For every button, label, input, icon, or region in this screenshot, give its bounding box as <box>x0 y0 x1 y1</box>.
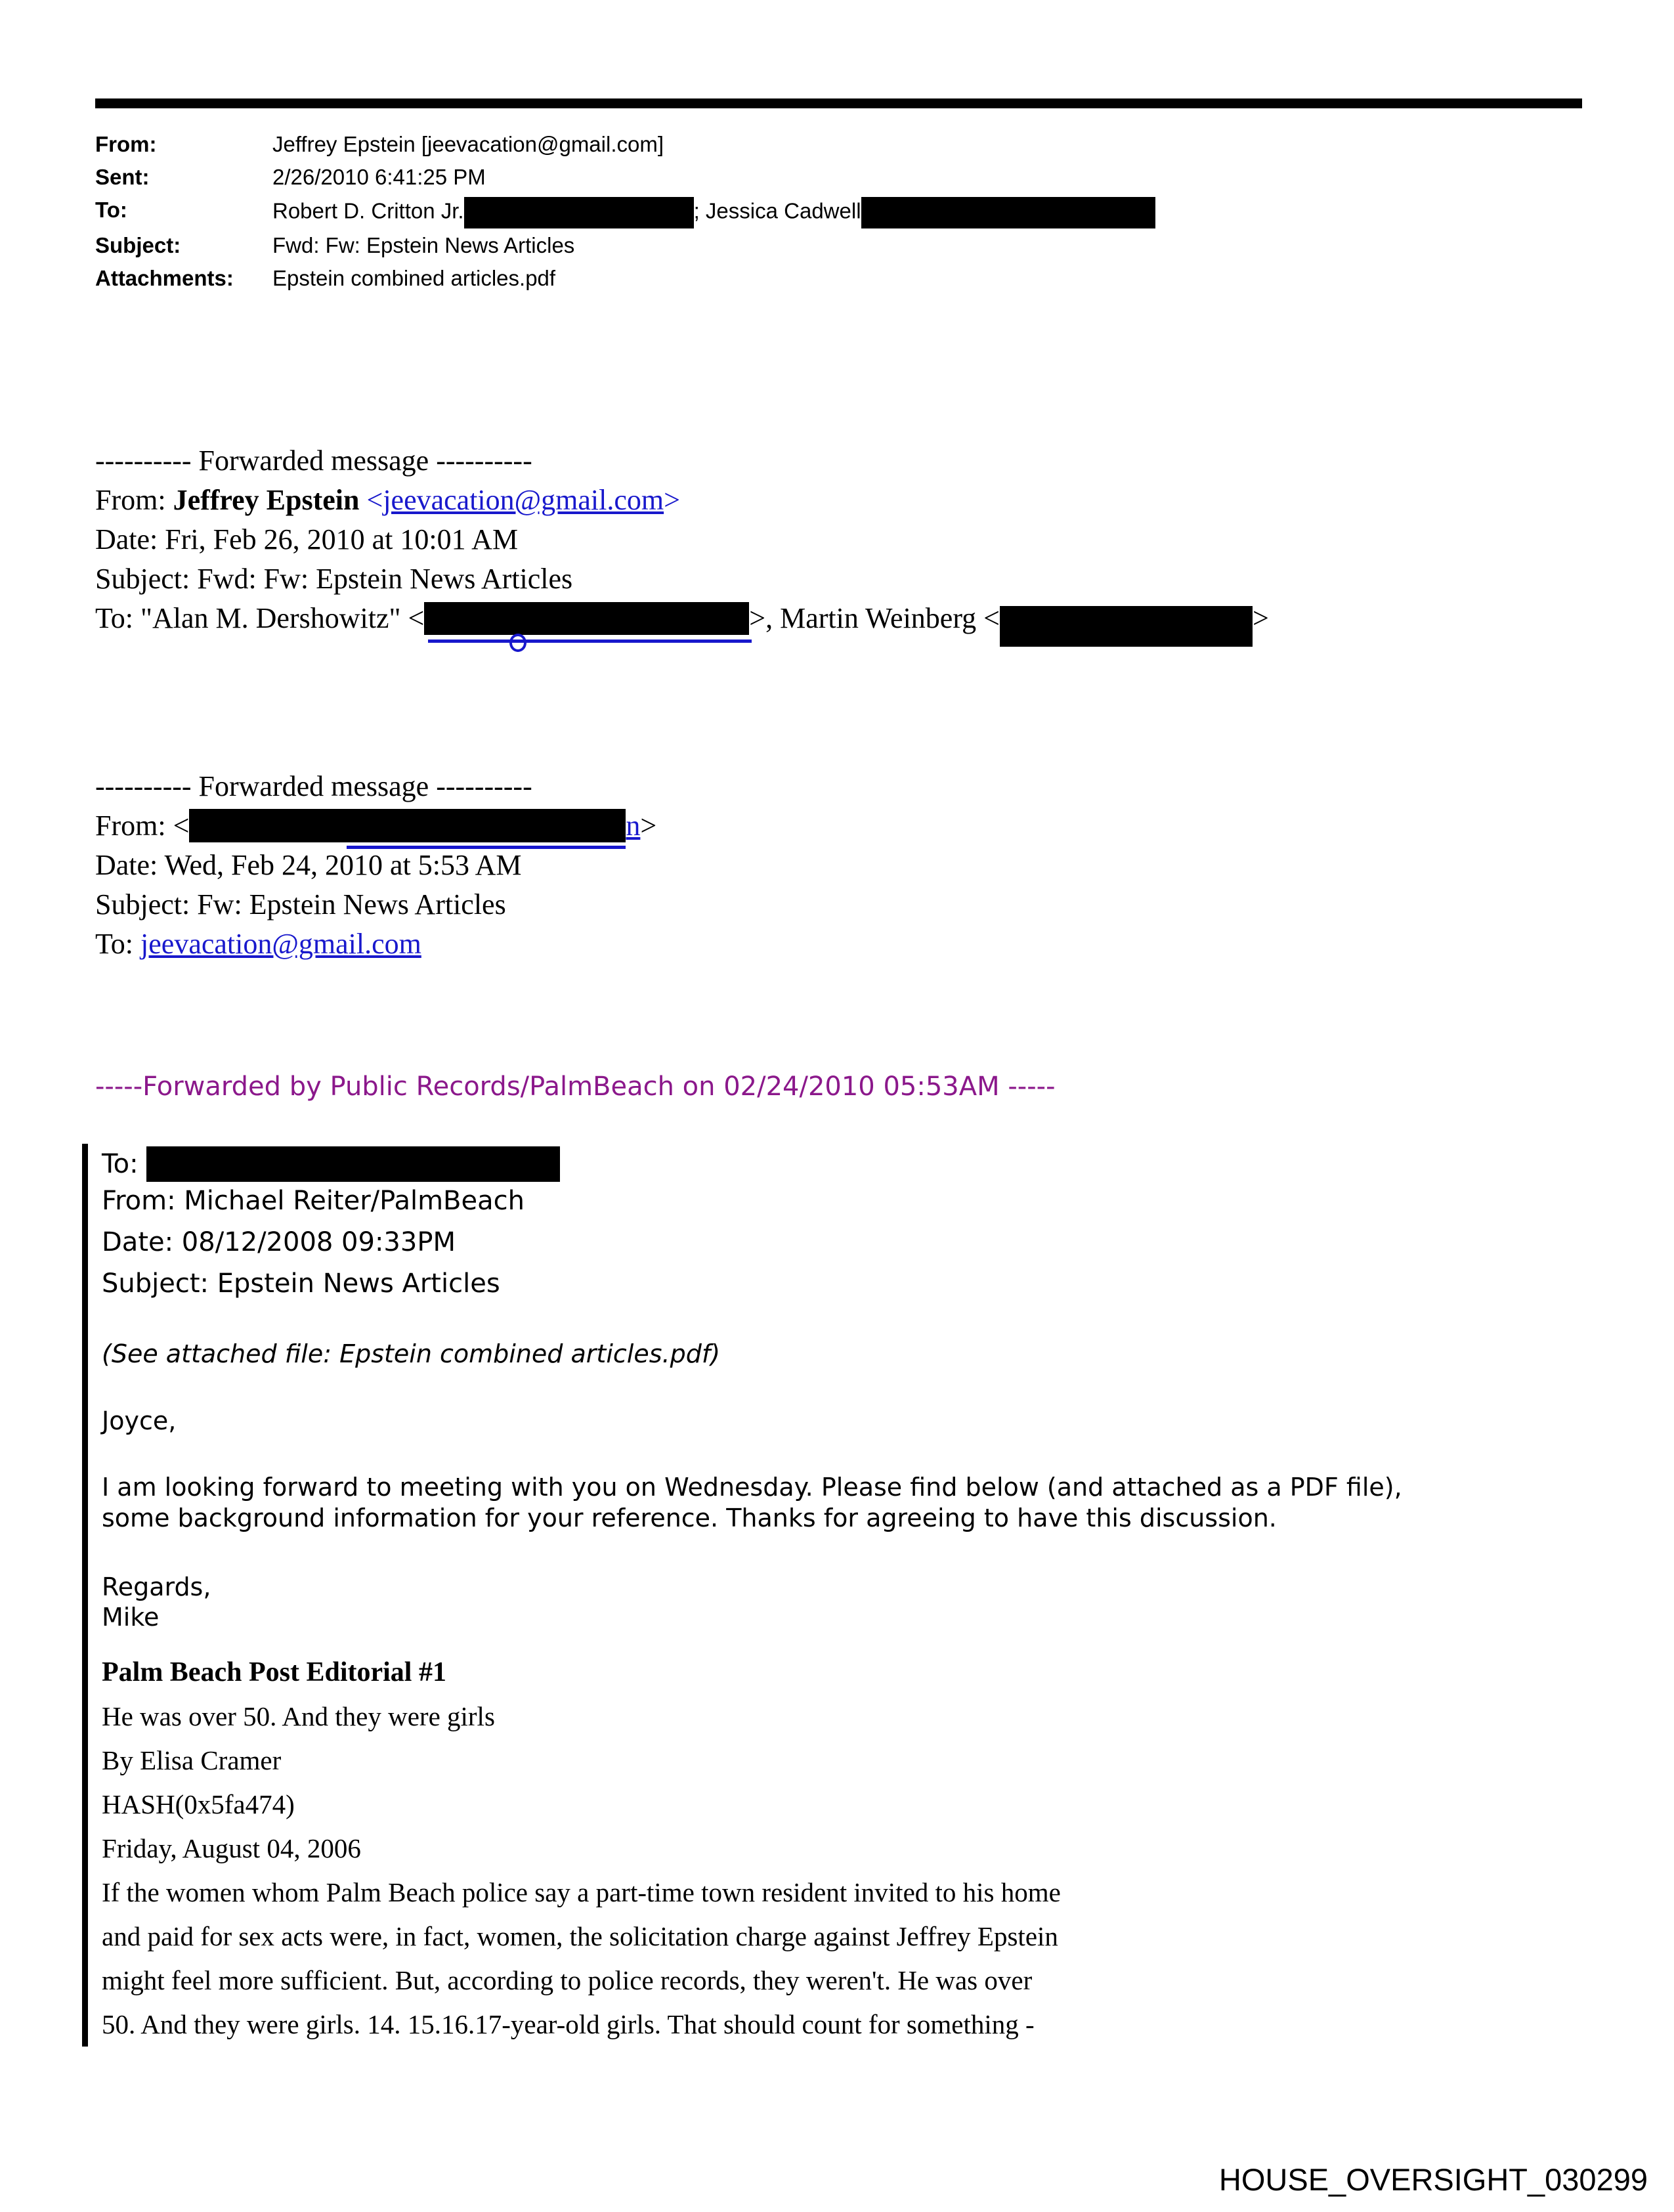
from-value: Jeffrey Epstein [jeevacation@gmail.com] <box>272 132 664 156</box>
fwd1-bracket-close: > <box>664 484 680 516</box>
fwd2-to-line <box>95 924 656 964</box>
quoted-date-line: Date: 08/12/2008 09:33PM <box>102 1227 456 1257</box>
header-from-row <box>95 131 1155 158</box>
redaction-box <box>1000 606 1253 647</box>
article-hash: HASH(0x5fa474) <box>102 1789 295 1819</box>
quoted-from-line: From: Michael Reiter/PalmBeach <box>102 1186 525 1216</box>
message-body <box>102 1472 1612 1534</box>
quoted-header <box>102 1144 1612 1305</box>
body-line-2: some background information for your reference. Thanks for agreeing to have this discussion. <box>102 1504 1277 1532</box>
email-header <box>95 131 1155 298</box>
fwd2-to-email-link[interactable]: jeevacation@gmail.com <box>140 928 421 960</box>
fwd2-visible-char: n <box>626 810 641 842</box>
forwarded-by-notice: -----Forwarded by Public Records/PalmBeach on 02/24/2010 05:53AM ----- <box>95 1072 1056 1102</box>
forwarded-message-2 <box>95 767 656 964</box>
sent-label: Sent: <box>95 165 150 189</box>
forwarded-message-1 <box>95 441 1269 641</box>
header-to-row <box>95 197 1155 228</box>
signature-line: Mike <box>102 1603 160 1632</box>
header-subject-row <box>95 232 1155 259</box>
to-value <box>272 197 1155 228</box>
fwd1-from-name: Jeffrey Epstein <box>173 484 360 516</box>
article-title: Palm Beach Post Editorial #1 <box>102 1657 446 1687</box>
from-label: From: <box>95 132 157 156</box>
sent-value: 2/26/2010 6:41:25 PM <box>272 165 486 189</box>
subject-label: Subject: <box>95 233 181 257</box>
subject-value: Fwd: Fw: Epstein News Articles <box>272 233 575 257</box>
to-recipient-1: Robert D. Critton Jr. <box>272 198 464 223</box>
attachments-value: Epstein combined articles.pdf <box>272 266 556 290</box>
quoted-message-block <box>82 1144 1612 2047</box>
body-line-1: I am looking forward to meeting with you on Wednesday. Please find below (and attached as a PDF file), <box>102 1473 1402 1502</box>
article-line: 50. And they were girls. 14. 15.16.17-year-old girls. That should count for something - <box>102 2009 1035 2039</box>
fwd2-from-line <box>95 806 656 846</box>
article-line: and paid for sex acts were, in fact, women, the solicitation charge against Jeffrey Epstein <box>102 1921 1058 1951</box>
fwd1-from-email-link[interactable]: jeevacation@gmail.com <box>383 484 664 516</box>
article-date: Friday, August 04, 2006 <box>102 1833 361 1863</box>
fwd1-date-line: Date: Fri, Feb 26, 2010 at 10:01 AM <box>95 523 519 555</box>
article-byline: By Elisa Cramer <box>102 1745 282 1775</box>
quoted-to-line <box>102 1144 1612 1181</box>
quoted-subject-line: Subject: Epstein News Articles <box>102 1269 500 1299</box>
fwd2-to-prefix: To: <box>95 928 141 960</box>
forwarded-divider: ---------- Forwarded message ---------- <box>95 770 532 802</box>
article-line: might feel more sufficient. But, according to police records, they weren't. He was over <box>102 1965 1033 1995</box>
forwarded-divider: ---------- Forwarded message ---------- <box>95 445 532 477</box>
signoff <box>102 1572 1612 1632</box>
news-article <box>102 1651 1612 2047</box>
article-line: He was over 50. And they were girls <box>102 1701 495 1731</box>
fwd1-to-close: > <box>1253 602 1269 634</box>
top-divider-rule <box>95 98 1582 108</box>
fwd1-to-line <box>95 599 1269 641</box>
fwd1-bracket-open: < <box>359 484 383 516</box>
fwd1-from-prefix: From: <box>95 484 173 516</box>
article-line: If the women whom Palm Beach police say a part-time town resident invited to his home <box>102 1877 1061 1907</box>
fwd2-subject-line: Subject: Fw: Epstein News Articles <box>95 888 506 921</box>
fwd1-subject-line: Subject: Fwd: Fw: Epstein News Articles <box>95 563 573 595</box>
bates-number: HOUSE_OVERSIGHT_030299 <box>1218 2162 1648 2197</box>
to-label: To: <box>95 198 127 222</box>
header-attachments-row <box>95 265 1155 292</box>
redaction-box <box>189 809 626 842</box>
redaction-box <box>464 197 694 228</box>
regards-line: Regards, <box>102 1572 211 1601</box>
attachment-note: (See attached file: Epstein combined articles.pdf) <box>102 1339 721 1368</box>
redaction-box <box>861 197 1155 228</box>
fwd2-from-prefix: From: < <box>95 810 190 842</box>
redaction-box <box>146 1146 560 1182</box>
attachments-label: Attachments: <box>95 266 234 290</box>
fwd1-from-line <box>95 481 1269 520</box>
header-sent-row <box>95 164 1155 190</box>
fwd2-date-line: Date: Wed, Feb 24, 2010 at 5:53 AM <box>95 849 522 881</box>
redaction-box <box>424 602 749 635</box>
salutation: Joyce, <box>102 1406 177 1435</box>
fwd1-to-prefix: To: "Alan M. Dershowitz" < <box>95 602 425 634</box>
fwd1-to-mid: >, Martin Weinberg < <box>749 602 1000 634</box>
to-recipient-2: ; Jessica Cadwell <box>693 198 861 223</box>
quoted-to-label: To: <box>102 1149 139 1179</box>
fwd2-from-close: > <box>640 810 657 842</box>
